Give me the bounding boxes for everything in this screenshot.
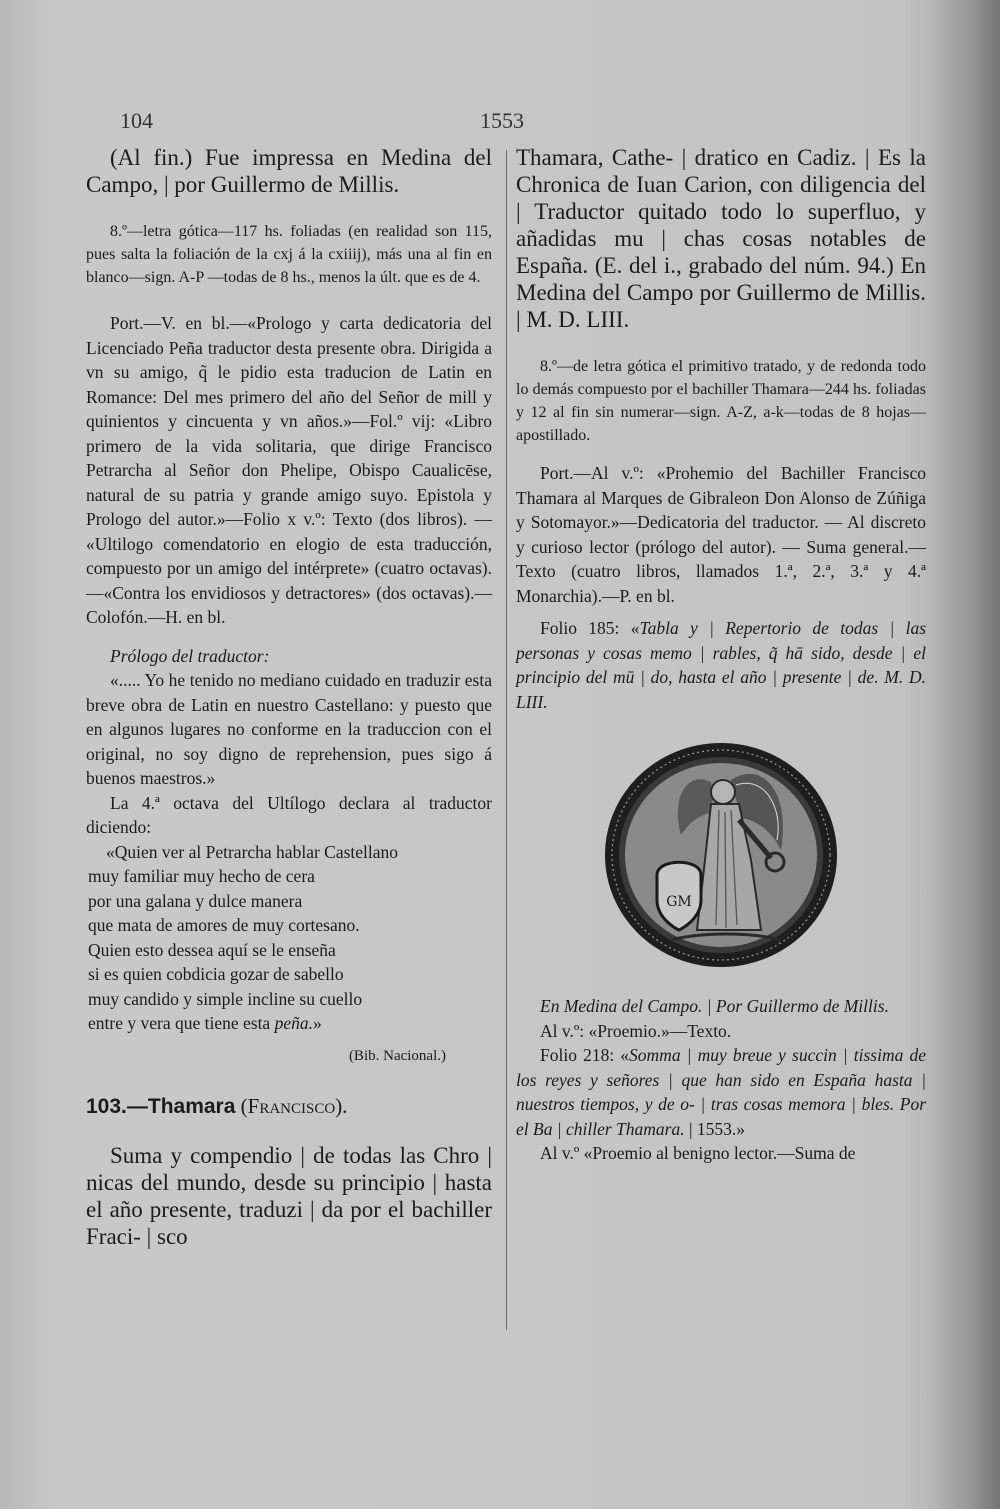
verse-line-last <box>88 1011 492 1036</box>
colophon-text: (Al fin.) Fue impressa en Medina del Campo, | por Guillermo de Millis. <box>86 145 492 197</box>
entry-author-surname: Thamara <box>147 1094 236 1118</box>
somma-date: | 1553.» <box>684 1118 746 1139</box>
verse-end-italic: peña. <box>274 1013 313 1033</box>
left-column <box>86 144 492 1250</box>
index-description <box>516 616 926 714</box>
printer-mark <box>516 740 926 970</box>
page-number: 104 <box>120 108 153 133</box>
verse-line: si es quien cobdicia gozar de sabello <box>88 964 344 984</box>
folio-label: Folio 185: « <box>540 618 640 638</box>
verse-line: Quien esto dessea aquí se le enseña <box>88 939 336 960</box>
binding-shadow <box>930 0 1000 1509</box>
prologue-heading: Prólogo del traductor: <box>110 645 270 666</box>
somma-title-italic: Somma | muy breue y succin | tissima de los reyes y señores | que han sido en España hasta | nuestros tiempos, y de o- | tras cosas memora | bles. Por el Ba | chiller Thamara. <box>516 1045 926 1139</box>
book-title: Suma y compendio | de todas las Chro | nicas del mundo, desde su principio | hasta el año presente, traduzi | da por el bachiller Fraci- | sco <box>86 1142 492 1249</box>
book-title-continued: Thamara, Cathe- | dratico en Cadiz. | Es la Chronica de Iuan Carion, con diligencia del | Traductor quitado todo lo superfluo, y añadidas mu | chas cosas notables de España. (E. del i., grabado del núm. 94.) En Medina del Campo por Guillermo de Millis. | M. D. LIII. <box>516 145 926 332</box>
verse-end-close: » <box>312 1013 322 1033</box>
proemio-note: Al v.º «Proemio al benigno lector.—Suma de <box>540 1143 856 1163</box>
verse-text: entre y vera que tiene esta <box>88 1013 271 1033</box>
contents-description: Port.—V. en bl.—«Prologo y carta dedicatoria del Licenciado Peña traductor desta presente obra. Dirigida a vn su amigo, q̃ le pidio esta traducion de Latin en Romance: Del mes primero del año del Señor de mill y quinientos y cincuenta y vn años.»—Fol.º vij: «Libro primero de la vida solitaria, que dirige Francisco Petrarcha al Señor don Phelipe, Obispo Caualicēse, natural de su patria y grande amigo suyo. Epistola y Prologo del autor.»—Folio x v.º: Texto (dos libros). — «Ultilogo comendatorio en elogio de esta traducción, compuesto por un amigo del intérprete» (cuatro octavas).—«Contra los envidiosos y detractores» (dos octavas).—Colofón.—H. en bl. <box>86 313 492 627</box>
printer-mark-caption: En Medina del Campo. | Por Guillermo de Millis. <box>540 996 889 1016</box>
verse-line: muy familiar muy hecho de cera <box>88 866 315 886</box>
somma-description <box>516 1043 926 1141</box>
monogram: GM <box>666 894 692 910</box>
entry-author-given: (Francisco). <box>240 1093 348 1118</box>
verse-line: «Quien ver al Petrarcha hablar Castellano <box>106 841 399 862</box>
physical-description: 8.º—letra gótica—117 hs. foliadas (en realidad son 115, pues salta la foliación de la cxj á la cxiiij), más una al fin en blanco—sign. A-P —todas de 8 hs., menos la últ. que es de 4. <box>86 223 492 286</box>
column-rule <box>506 150 507 1330</box>
source-library: (Bib. Nacional.) <box>348 1047 446 1064</box>
physical-description: 8.º—de letra gótica el primitivo tratado, y de redonda todo lo demás compuesto por el bachiller Thamara—244 hs. foliadas y 12 al fin sin numerar—sign. A-Z, a-k—todas de 8 hojas—apostillado. <box>516 358 926 444</box>
index-title-italic: Tabla y | Repertorio de todas | las personas y cosas memo | rables, q̃ hā sido, desde | el principio del mū | do, hasta el año | presente | de. M. D. LIII. <box>516 618 927 712</box>
prologue-quote: «..... Yo he tenido no mediano cuidado en traduzir esta breve obra de Latin en nuestro Castellano: y puesto que en algunos lugares no conforme en la traduccion con el original, no soy digno de reprehension, pues sigo á buenos maestros.» <box>86 670 492 788</box>
verso-note: Al v.º: «Proemio.»—Texto. <box>540 1020 732 1041</box>
verse-line: muy candido y simple incline su cuello <box>88 988 363 1009</box>
verse-block <box>86 840 492 1036</box>
contents-description: Port.—Al v.º: «Prohemio del Bachiller Francisco Thamara al Marques de Gibraleon Don Alonso de Zúñiga y Sotomayor.»—Dedicatoria del traductor. — Al discreto y curioso lector (prólogo del autor). — Suma general.—Texto (cuatro libros, llamados 1.ª, 2.ª, 3.ª y 4.ª Monarchia).—P. en bl. <box>516 463 926 606</box>
folio-label: Folio 218: « <box>540 1045 630 1065</box>
verse-line: que mata de amores de muy cortesano. <box>88 915 360 935</box>
entry-dash: — <box>126 1094 148 1118</box>
ultilogo-note: La 4.ª octava del Ultílogo declara al traductor diciendo: <box>86 792 492 837</box>
right-column <box>516 144 926 1166</box>
angel-printer-mark-icon <box>601 740 841 970</box>
verse-line: por una galana y dulce manera <box>88 890 303 911</box>
running-head-year: 1553 <box>480 108 524 133</box>
entry-heading <box>86 1093 492 1120</box>
entry-number: 103. <box>86 1094 127 1118</box>
